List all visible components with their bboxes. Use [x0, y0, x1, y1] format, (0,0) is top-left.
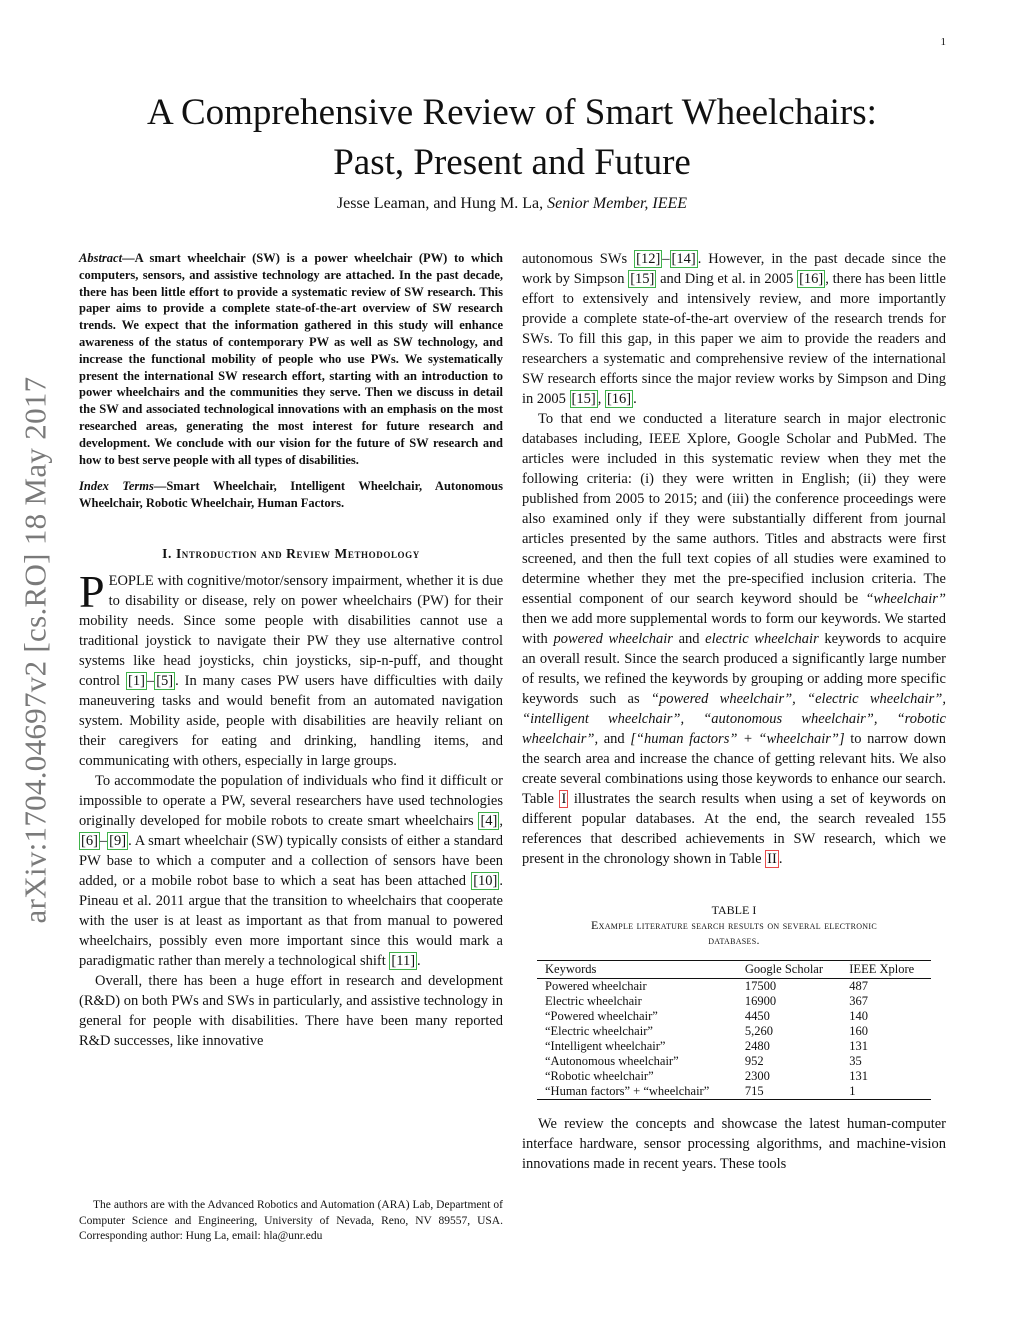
page-number: 1: [940, 36, 946, 48]
table-header-row: [537, 961, 931, 979]
arxiv-identifier-stamp: [10, 330, 60, 970]
italic-run: powered wheelchair: [553, 631, 673, 647]
right-paragraph-1: [522, 249, 946, 409]
table-cell: 715: [744, 1084, 764, 1098]
table-cell: “Intelligent wheelchair”: [545, 1039, 666, 1053]
arxiv-identifier-text: arXiv:1704.04697v2 [cs.RO] 18 May 2017: [17, 376, 53, 924]
search-results-table: [537, 960, 931, 1100]
text-run: and: [598, 731, 631, 747]
index-terms: [79, 478, 503, 512]
citation-link[interactable]: [15]: [630, 271, 655, 287]
citation-link[interactable]: [5]: [156, 672, 174, 689]
citation-link[interactable]: [15]: [571, 391, 596, 407]
text-run: then we add more supplemental words to form our keywords. We started with: [522, 611, 946, 647]
abstract: [79, 250, 503, 468]
citation-link[interactable]: [16]: [799, 271, 824, 287]
section-title: Introduction and Review Methodology: [175, 545, 420, 561]
table-cell: Electric wheelchair: [545, 994, 642, 1008]
author-names: Jesse Leaman, and Hung M. La,: [336, 195, 544, 212]
table-row: [537, 1054, 931, 1069]
table-cell: 140: [849, 1009, 869, 1023]
abstract-label: Abstract: [79, 251, 123, 265]
section-heading: [79, 546, 503, 562]
table-caption: [522, 903, 946, 948]
title-line-1: A Comprehensive Review of Smart Wheelchairs:: [147, 92, 877, 133]
text-run: .: [778, 851, 783, 867]
table-cell: Powered wheelchair: [545, 979, 647, 993]
table-cell: 367: [849, 994, 869, 1008]
index-terms-text: —Smart Wheelchair, Intelligent Wheelchair, Autonomous Wheelchair, Robotic Wheelchair, Human Factors.: [79, 479, 504, 511]
text-run: –: [662, 251, 670, 267]
text-run: . In many cases PW users have difficulties with daily maneuvering tasks and would benefit from an automated navigation system. Mobility aside, people with disabilities are heavily reliant on their caregivers for eating and drinking, handling items, and communicating with others, especially in large groups.: [79, 672, 503, 769]
table-caption-line-2: databases.: [708, 933, 760, 947]
title-line-2: Past, Present and Future: [333, 142, 691, 183]
table-cell: “Human factors” + “wheelchair”: [545, 1084, 710, 1098]
right-column: [522, 249, 946, 1174]
text-run: . However, in the past decade since the work by Simpson: [522, 251, 946, 287]
citation-link[interactable]: [9]: [109, 832, 127, 849]
table-reference-link[interactable]: I: [561, 791, 567, 807]
text-run: , there has been little effort to extensively and intensively review, and more importantly provide a complete state-of-the-art overview of the research trends for SWs. To fill this gap, in this paper we aim to provide the readers and researchers a systematic and comprehensive review of the international SW research efforts since the major review works by Simpson and Ding in 2005: [522, 271, 946, 407]
author-role: Senior Member, IEEE: [547, 195, 688, 212]
citation-link[interactable]: [11]: [391, 952, 416, 969]
author-affiliation-footnote: The authors are with the Advanced Robotics and Automation (ARA) Lab, Department of Computer Science and Engineering, University of Nevada, Reno, NV 89557, USA. Corresponding author: Hung La, email: hla@unr.edu: [79, 1199, 503, 1242]
text-run: ,: [597, 391, 605, 407]
text-run: ,: [499, 812, 503, 829]
table-cell: 35: [849, 1054, 862, 1068]
table-row: [537, 1069, 931, 1084]
italic-run: electric wheelchair: [705, 631, 819, 647]
italic-run: [“human factors” + “wheelchair”]: [630, 731, 845, 747]
table-cell: 131: [849, 1039, 869, 1053]
table-cell: 1: [849, 1084, 856, 1098]
table-cell: 16900: [744, 994, 777, 1008]
table-cell: 131: [849, 1069, 869, 1083]
text-run: to narrow down the search area and increase the chance of getting relevant hits. We also create several combinations using those keywords to enhance our search. Table: [522, 731, 946, 807]
citation-link[interactable]: [14]: [671, 251, 696, 267]
text-run: .: [633, 391, 637, 407]
table-cell: 17500: [744, 979, 777, 993]
table-cell: 487: [849, 979, 869, 993]
column-header: IEEE Xplore: [849, 962, 915, 976]
column-header: Google Scholar: [744, 962, 824, 976]
table-cell: “Autonomous wheelchair”: [545, 1054, 679, 1068]
table-cell: 4450: [744, 1009, 770, 1023]
text-run: autonomous SWs: [522, 251, 635, 267]
first-word-smallcaps: EOPLE: [108, 572, 154, 589]
text-run: To that end we conducted a literature search in major electronic databases including, IEEE Xplore, Google Scholar and PubMed. The articles were included in this systematic review when they met the following criteria: (i) they were written in English; (ii) they were published from 2005 to 2015; and (iii) the conference proceedings were also examined only if they were substantially different from journal articles presented by the same authors. Titles and abstracts were first screened, and then the full text copies of all studies were examined to determine whether they met the pre-specified inclusion criteria. The essential component of our search keyword should be: [522, 411, 946, 607]
index-terms-label: Index Terms: [79, 479, 154, 494]
table-cell: 5,260: [744, 1024, 774, 1038]
table-cell: 160: [849, 1024, 869, 1038]
abstract-text: —A smart wheelchair (SW) is a power wheelchair (PW) to which computers, sensors, and assistive technology are attached. In the past decade, there has been little effort to provide a systematic review of SW research. This paper aims to provide a complete state-of-the-art overview of SW research trends. We expect that the information gathered in this study will enhance awareness of the status of contemporary PW as well as SW technology, and increase the functional mobility of people who use PWs. We systematically present the international SW research effort, starting with an introduction to power wheelchairs and the communities they serve. Then we discuss in detail the SW and associated technological innovations with an emphasis on the most researched areas, generating the most interest for future research and development. We conclude with our vision for the future of SW research and how to best serve people with all types of disabilities.: [79, 251, 503, 467]
table-row: [537, 994, 931, 1009]
citation-link[interactable]: [6]: [81, 832, 98, 849]
table-row: [537, 1039, 931, 1054]
text-run: and Ding et al. in 2005: [656, 271, 798, 287]
left-column: [79, 250, 503, 1051]
text-run: .: [417, 952, 421, 969]
text-run: with cognitive/motor/sensory impairment, whether it is due to disability or disease, rely on power wheelchairs (PW) for their mobility needs. Since some people with disabilities cannot use a traditional joystick to navigate their PW they use alternative control systems like head joysticks, chin joysticks, sip-n-puff, and thought control: [79, 572, 503, 689]
intro-paragraph-3: Overall, there has been a huge effort in research and development (R&D) on both PWs and SWs in particularly, and assistive technology in general for people with disabilities. There have been many reported R&D successes, like innovative: [79, 972, 503, 1049]
table-cell: 952: [744, 1054, 764, 1068]
table-cell: “Robotic wheelchair”: [545, 1069, 654, 1083]
intro-paragraph-2: [79, 771, 503, 971]
text-run: To accommodate the population of individuals who find it difficult or impossible to operate a PW, several researchers have used technologies originally developed for mobile robots to create smart wheelchairs: [79, 772, 503, 829]
citation-link[interactable]: [10]: [473, 872, 498, 889]
text-run: illustrates the search results when using a set of keywords on different popular databases. At the end, the search revealed 155 references that described achievements in SW research, which we present in the chronology shown in Table: [522, 791, 946, 867]
table-cell: “Powered wheelchair”: [545, 1009, 658, 1023]
text-run: –: [146, 672, 155, 689]
citation-link[interactable]: [12]: [636, 251, 661, 267]
table-row: [537, 1024, 931, 1039]
author-line: [80, 195, 944, 213]
drop-cap: P: [79, 565, 105, 617]
table-cell: “Electric wheelchair”: [545, 1024, 653, 1038]
table-row: [537, 979, 931, 995]
column-header: Keywords: [545, 962, 597, 976]
text-run: . Pineau et al. 2011 argue that the transition to wheelchairs that cooperate with the user is at least as important as that from manual to powered wheelchairs, possibly even more important since this would mark a paradigmatic rather than merely a technological shift: [79, 872, 503, 969]
text-run: –: [99, 832, 108, 849]
right-paragraph-3: We review the concepts and showcase the latest human-computer interface hardware, sensor processing algorithms, and machine-vision innovations made in recent years. These tools: [522, 1116, 946, 1172]
table-reference-link[interactable]: II: [767, 851, 777, 867]
section-number: I.: [162, 545, 172, 561]
table-caption-line-1: Example literature search results on several electronic: [591, 918, 877, 932]
citation-link[interactable]: [1]: [128, 672, 145, 689]
text-run: and: [672, 631, 706, 647]
italic-run: “wheelchair”: [865, 591, 946, 607]
citation-link[interactable]: [4]: [480, 812, 498, 829]
italic-run: “powered wheelchair”, “electric wheelchair”, “intelligent wheelchair”, “autonomous wheelchair”, “robotic wheelchair”,: [522, 691, 946, 747]
table-row: [537, 1009, 931, 1024]
text-run: . A smart wheelchair (SW) typically consists of either a standard PW base to which a computer and a collection of sensors have been added, or a mobile robot base to which a seat has been attached: [79, 832, 503, 889]
right-paragraph-2: [522, 409, 946, 869]
paper-title: [80, 88, 944, 188]
citation-link[interactable]: [16]: [606, 391, 632, 407]
table-row: [537, 1084, 931, 1100]
table-cell: 2300: [744, 1069, 770, 1083]
table-label: TABLE I: [711, 903, 757, 917]
text-run: keywords to acquire an overall result. Since the search produced a significantly large number of results, we refined the keywords by grouping or adding more specific keywords such as: [522, 631, 947, 707]
intro-paragraph-1: [79, 565, 503, 771]
table-cell: 2480: [744, 1039, 770, 1053]
